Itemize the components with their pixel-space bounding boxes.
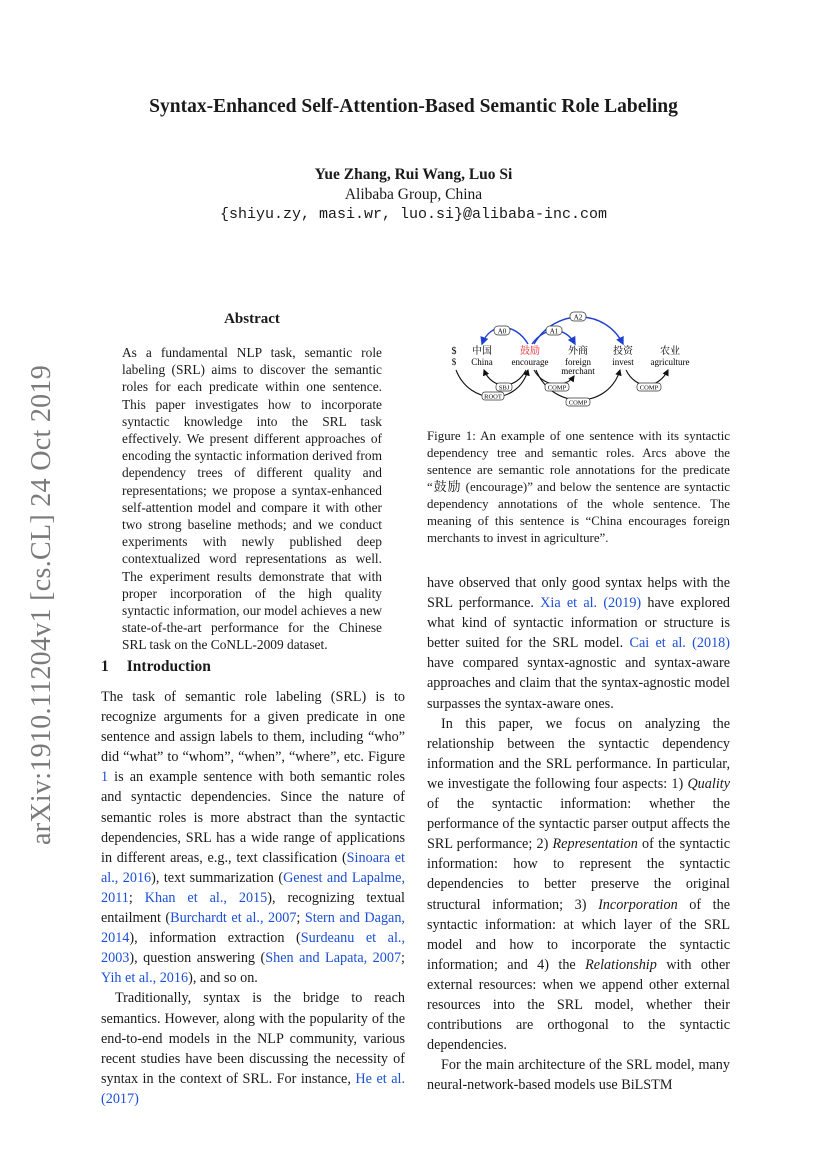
dep-label-comp1	[545, 383, 569, 392]
svg-text:ROOT: ROOT	[484, 393, 502, 401]
srl-label-a1	[546, 326, 562, 335]
citation-link[interactable]: Stern and Dagan, 2014	[101, 910, 405, 947]
affiliation: Alibaba Group, China	[344, 186, 483, 203]
srl-label-a2	[570, 312, 586, 321]
citation-link[interactable]: Khan et al., 2015	[144, 889, 268, 906]
left-column	[101, 687, 405, 1109]
intro-paragraph-2: Traditionally, syntax is the bridge to reach semantics. However, along with the popularity of the end-to-end models in the NLP community, various recent studies have been discussing the necessity of syntax in the context of SRL. For instance, He et al. (2017)	[101, 990, 405, 1107]
citation-link[interactable]: Surdeanu et al., 2003	[101, 930, 406, 967]
citation-link[interactable]: Xia et al. (2019)	[540, 595, 642, 612]
author-email: {shiyu.zy, masi.wr, luo.si}@alibaba-inc.com	[219, 206, 608, 223]
token-en-china: China	[471, 357, 493, 367]
citation-link[interactable]: Shen and Lapata, 2007	[265, 950, 402, 967]
svg-text:COMP: COMP	[547, 384, 567, 392]
svg-text:A0: A0	[497, 327, 507, 336]
token-en-dollar: $	[451, 357, 457, 367]
svg-text:COMP: COMP	[568, 399, 588, 407]
svg-text:SBJ: SBJ	[498, 384, 510, 392]
abstract-heading: Abstract	[224, 311, 280, 327]
abstract-body: As a fundamental NLP task, semantic role labeling (SRL) aims to discover the semantic roles for each predicate within one sentence. This paper investigates how to incorporate syntactic knowledge into the SRL task effectively. We present different approaches of encoding the syntactic information derived from dependency trees of different quality and representations; we propose a syntax-enhanced self-attention model and compare it with other two strong baseline methods; and we conduct experiments with newly published deep contextualized word representations as well. The experiment results demonstrate that with proper incorporation of the high quality syntactic information, our model achieves a new state-of-the-art performance for the Chinese SRL task on the CoNLL-2009 dataset.	[122, 345, 382, 653]
token-zh-encourage: 鼓励	[520, 346, 540, 357]
citation-link[interactable]: Cai et al. (2018)	[629, 635, 730, 652]
citation-link[interactable]: Yih et al., 2016	[101, 970, 189, 987]
intro-paragraph-3: In this paper, we focus on analyzing the relationship between the syntactic dependency information and the SRL performance. In particular, we investigate the following four aspects: 1) Quality of the syntactic information: whether the performance of the syntactic parser output affects the SRL performance; 2) Representation of the syntactic information: how to represent the syntactic dependencies to better preserve the original structural information; 3) Incorporation of the syntactic information: at which layer of the SRL model and how to incorporate the syntactic information; and 4) the Relationship with other external resources: when we append other external resources into the SRL model, whether their contributions are orthogonal to the syntactic dependencies.	[427, 715, 731, 1054]
token-en-foreign: foreign	[565, 357, 591, 367]
section-heading: 1 Introduction	[101, 658, 211, 675]
dep-label-sbj	[496, 383, 512, 392]
citation-link[interactable]: He et al. (2017)	[101, 1070, 405, 1107]
svg-text:COMP: COMP	[639, 384, 659, 392]
intro-paragraph-1: The task of semantic role labeling (SRL) is to recognize arguments for a given predicate in one sentence and assign labels to them, including “who” did “what” to “whom”, “when”, “where”, etc. Figure 1 is an example sentence with both semantic roles and syntactic dependencies. Since the nature of semantic roles is more abstract than the syntactic dependencies, SRL has a wide range of applications in different areas, e.g., text classification (Sinoara et al., 2016), text summarization (Genest and Lapalme, 2011; Khan et al., 2015), recognizing textual entailment (Burchardt et al., 2007; Stern and Dagan, 2014), information extraction (Surdeanu et al., 2003), question answering (Shen and Lapata, 2007; Yih et al., 2016), and so on.	[101, 689, 406, 987]
svg-text:A2: A2	[573, 313, 583, 322]
figure-1	[440, 310, 730, 420]
dep-label-root	[482, 392, 504, 401]
token-zh-invest: 投资	[613, 346, 633, 357]
authors: Yue Zhang, Rui Wang, Luo Si	[314, 166, 513, 183]
token-zh-dollar: $	[451, 346, 457, 357]
intro-paragraph-2-cont: have observed that only good syntax helps with the SRL performance. Xia et al. (2019) have explored what kind of syntactic information or structure is better suited for the SRL model. Cai et al. (2018) have compared syntax-agnostic and syntax-aware approaches and claim that the syntax-agnostic model surpasses the syntax-aware ones.	[427, 575, 730, 712]
arxiv-stamp: arXiv:1910.11204v1 [cs.CL] 24 Oct 2019	[26, 364, 57, 846]
token-zh-agriculture: 农业	[660, 346, 680, 357]
citation-link[interactable]: Genest and Lapalme, 2011	[101, 869, 405, 906]
svg-text:A1: A1	[549, 327, 559, 336]
token-en-agriculture: agriculture	[650, 357, 690, 367]
citation-link[interactable]: Sinoara et al., 2016	[101, 849, 405, 886]
token-en-encourage: encourage	[511, 357, 549, 367]
paper-title: Syntax-Enhanced Self-Attention-Based Semantic Role Labeling	[149, 96, 678, 117]
token-en-merchant: merchant	[561, 366, 595, 376]
dep-label-comp2	[566, 398, 590, 407]
srl-label-a0	[494, 326, 510, 335]
figure-caption: Figure 1: An example of one sentence with its syntactic dependency tree and semantic roles. Arcs above the sentence are semantic role annotations for the predicate “鼓励 (encourage)” and below the sentence are syntactic dependency annotations of the whole sentence. The meaning of this sentence is “China encourages foreign merchants to invest in agriculture”.	[427, 429, 730, 545]
right-column	[427, 573, 730, 1095]
figure-ref-link[interactable]: 1	[101, 769, 109, 786]
dependency-diagram	[440, 310, 730, 420]
token-zh-china: 中国	[472, 346, 492, 357]
citation-link[interactable]: Burchardt et al., 2007	[170, 910, 297, 927]
dep-label-comp3	[637, 383, 661, 392]
token-zh-foreign: 外商	[568, 346, 588, 357]
token-en-invest: invest	[612, 357, 634, 367]
intro-paragraph-4: For the main architecture of the SRL model, many neural-network-based models use BiLSTM	[427, 1057, 730, 1094]
